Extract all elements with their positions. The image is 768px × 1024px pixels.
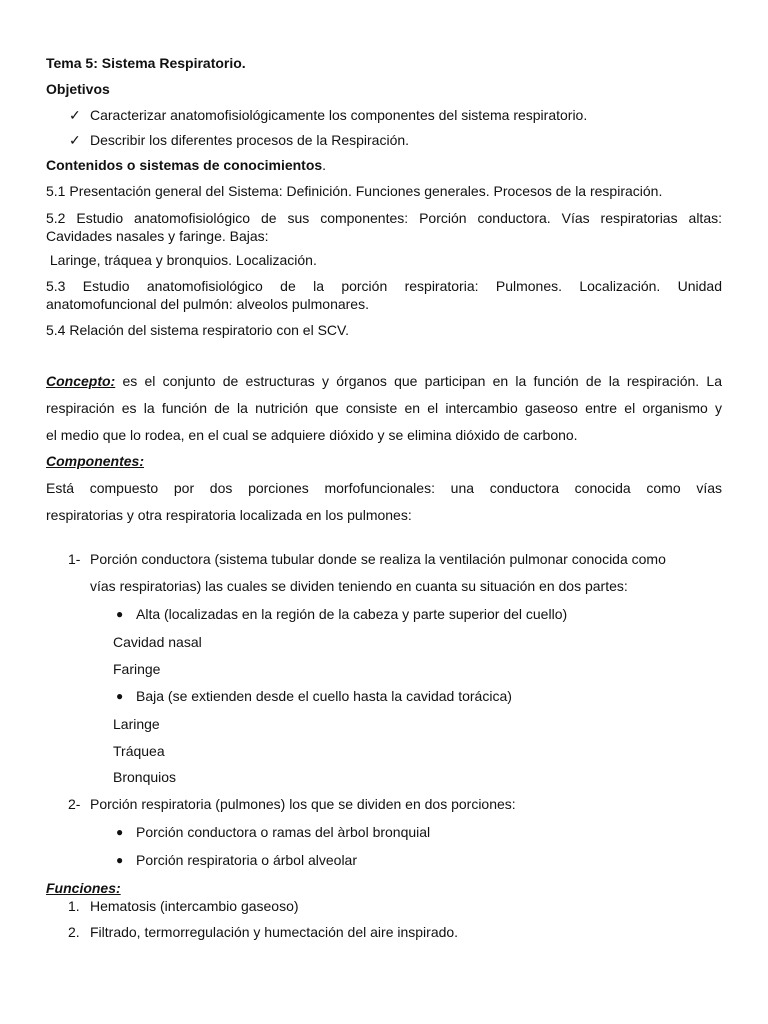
funcion-item-2: Filtrado, termorregulación y humectación del aire inspirado. <box>90 924 459 940</box>
baja-item: Baja (se extienden desde el cuello hasta la cavidad torácica) <box>136 688 512 704</box>
contenido-5-2-line1: 5.2 Estudio anatomofisiológico de sus componentes: Porción conductora. Vías respiratorias altas: <box>46 210 722 226</box>
checkmark-icon: ✓ <box>69 132 81 148</box>
funciones-label: Funciones: <box>46 880 121 896</box>
contenido-5-2-line3: Laringe, tráquea y bronquios. Localización. <box>46 252 317 268</box>
porcion-respiratoria-item-1: Porción conductora o ramas del àrbol bronquial <box>136 824 431 840</box>
componentes-line2: respiratorias y otra respiratoria localizada en los pulmones: <box>46 507 412 523</box>
alta-subitem-1: Cavidad nasal <box>113 634 202 650</box>
baja-subitem-1: Laringe <box>113 716 160 732</box>
objetivo-item-1: Caracterizar anatomofisiológicamente los componentes del sistema respiratorio. <box>90 107 588 123</box>
objetivos-heading: Objetivos <box>46 81 110 97</box>
bullet-icon: ● <box>116 607 124 621</box>
bullet-icon: ● <box>116 853 124 867</box>
porcion-conductora-line1: Porción conductora (sistema tubular donde se realiza la ventilación pulmonar conocida como <box>90 551 666 567</box>
list-number: 1- <box>68 551 81 567</box>
contenido-5-2-line2: Cavidades nasales y faringe. Bajas: <box>46 228 269 244</box>
list-number: 1. <box>68 898 80 914</box>
concepto-line1: Concepto: es el conjunto de estructuras y órganos que participan en la función de la respiración. La <box>46 373 722 389</box>
contenido-5-4: 5.4 Relación del sistema respiratorio con el SCV. <box>46 322 349 338</box>
porcion-respiratoria-line1: Porción respiratoria (pulmones) los que se dividen en dos porciones: <box>90 796 516 812</box>
contenido-5-3-line2: anatomofuncional del pulmón: alveolos pulmonares. <box>46 296 369 312</box>
contenidos-heading: Contenidos o sistemas de conocimientos. <box>46 157 327 173</box>
baja-subitem-3: Bronquios <box>113 769 177 785</box>
contenido-5-3-line1: 5.3 Estudio anatomofisiológico de la porción respiratoria: Pulmones. Localización. Unidad <box>46 278 722 294</box>
objetivo-item-2: Describir los diferentes procesos de la Respiración. <box>90 132 410 148</box>
concepto-line2: respiración es la función de la nutrición que consiste en el intercambio gaseoso entre el organismo y <box>46 400 722 416</box>
funcion-item-1: Hematosis (intercambio gaseoso) <box>90 898 299 914</box>
list-number: 2. <box>68 924 80 940</box>
alta-subitem-2: Faringe <box>113 661 161 677</box>
alta-item: Alta (localizadas en la región de la cabeza y parte superior del cuello) <box>136 606 568 622</box>
contenido-5-1: 5.1 Presentación general del Sistema: Definición. Funciones generales. Procesos de la respiración. <box>46 183 663 199</box>
componentes-label: Componentes: <box>46 453 144 469</box>
porcion-respiratoria-item-2: Porción respiratoria o árbol alveolar <box>136 852 357 868</box>
checkmark-icon: ✓ <box>69 107 81 123</box>
baja-subitem-2: Tráquea <box>113 743 165 759</box>
list-number: 2- <box>68 796 81 812</box>
concepto-label: Concepto: <box>46 373 116 389</box>
bullet-icon: ● <box>116 825 124 839</box>
componentes-line1: Está compuesto por dos porciones morfofuncionales: una conductora conocida como vías <box>46 480 722 496</box>
porcion-conductora-line2: vías respiratorias) las cuales se dividen teniendo en cuanta su situación en dos partes: <box>90 578 628 594</box>
bullet-icon: ● <box>116 689 124 703</box>
concepto-line3: el medio que lo rodea, en el cual se adquiere dióxido y se elimina dióxido de carbono. <box>46 427 578 443</box>
document-title: Tema 5: Sistema Respiratorio. <box>46 55 246 71</box>
